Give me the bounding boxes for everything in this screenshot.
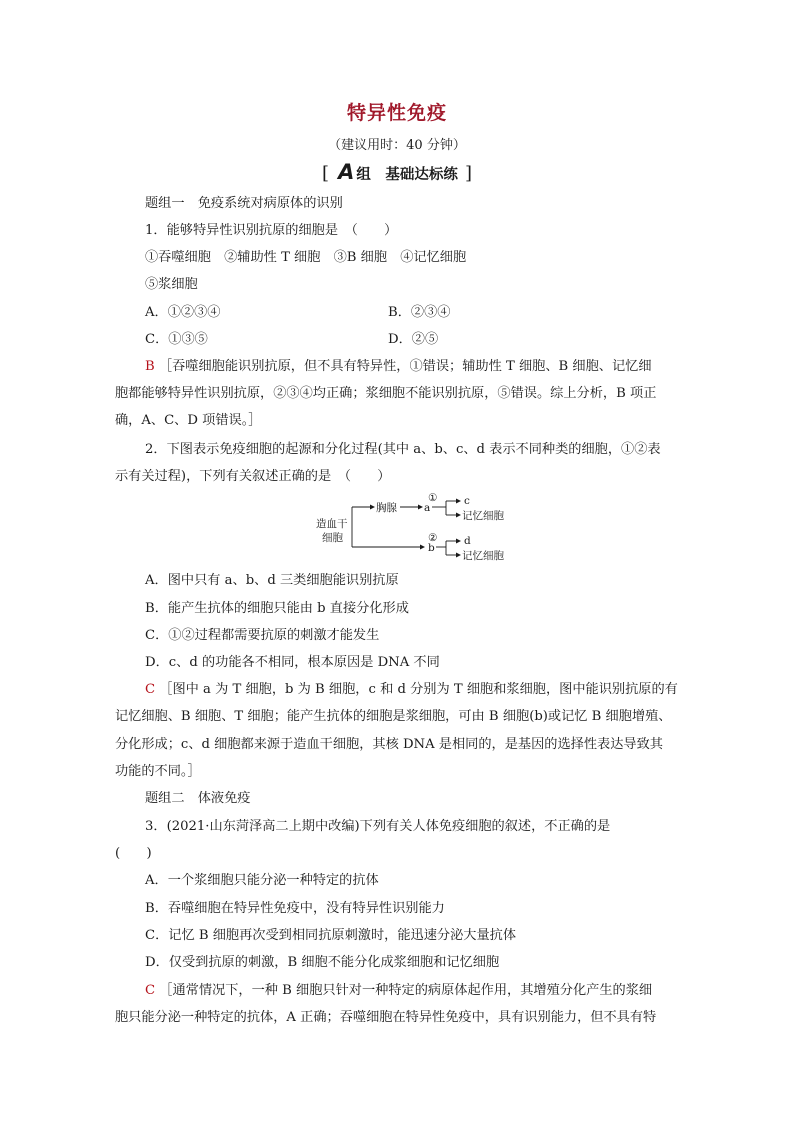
section-heading-1: 题组一 免疫系统对病原体的识别 <box>145 196 343 211</box>
diagram-cell-a: a <box>424 502 431 514</box>
q2-option-d: D．c、d 的功能各不相同，根本原因是 DNA 不同 <box>145 655 440 670</box>
diagram-memory-cell-2: 记忆细胞 <box>462 550 504 562</box>
q1-explanation-line1: B ［吞噬细胞能识别抗原，但不具有特异性，①错误；辅助性 T 细胞、B 细胞、记忆细 <box>145 359 652 374</box>
q1-items-line1: ①吞噬细胞 ②辅助性 T 细胞 ③B 细胞 ④记忆细胞 <box>145 250 467 265</box>
section-heading-2: 题组二 体液免疫 <box>145 791 251 806</box>
q2-stem-line1: 2．下图表示免疫细胞的起源和分化过程(其中 a、b、c、d 表示不同种类的细胞，①②表 <box>145 442 661 457</box>
diagram-process-2: ② <box>428 532 438 544</box>
group-name: 基础达标练 <box>385 166 458 183</box>
group-letter: A <box>338 160 355 184</box>
bracket-right: ] <box>464 163 472 184</box>
diagram-thymus: 胸腺 <box>376 502 397 514</box>
q2-explanation-line1: C ［图中 a 为 T 细胞，b 为 B 细胞，c 和 d 分别为 T 细胞和浆细胞，图中能识别抗原的有 <box>145 682 678 697</box>
q1-stem: 1．能够特异性识别抗原的细胞是 （ ） <box>145 223 398 238</box>
q3-option-b: B．吞噬细胞在特异性免疫中，没有特异性识别能力 <box>145 901 445 916</box>
diagram-source-line1: 造血干 <box>316 518 348 530</box>
bracket-left: [ <box>322 163 330 184</box>
q2-stem-line2: 示有关过程)，下列有关叙述正确的是 （ ） <box>115 469 391 484</box>
q2-option-b: B．能产生抗体的细胞只能由 b 直接分化形成 <box>145 601 409 616</box>
q3-stem-line1: 3．(2021·山东菏泽高二上期中改编)下列有关人体免疫细胞的叙述，不正确的是 <box>145 819 611 834</box>
q1-explanation-line3: 确，A、C、D 项错误。］ <box>115 413 262 428</box>
q3-explanation-line2: 胞只能分泌一种特定的抗体，A 正确；吞噬细胞在特异性免疫中，具有识别能力，但不具有特 <box>115 1010 657 1025</box>
q2-option-a: A．图中只有 a、b、d 三类细胞能识别抗原 <box>145 573 399 588</box>
q1-answer: B <box>145 359 155 374</box>
group-heading <box>0 160 794 184</box>
diagram-cell-d: d <box>464 535 471 547</box>
q3-answer: C <box>145 983 156 998</box>
q1-option-b: B．②③④ <box>388 305 451 320</box>
suggested-time: （建议用时：40 分钟） <box>328 138 466 153</box>
q3-option-c: C．记忆 B 细胞再次受到相同抗原刺激时，能迅速分泌大量抗体 <box>145 928 517 943</box>
diagram-source-line2: 细胞 <box>322 532 343 544</box>
diagram-cell-c: c <box>464 495 470 507</box>
diagram-cell-b: b <box>428 542 435 554</box>
q2-option-c: C．①②过程都需要抗原的刺激才能发生 <box>145 628 380 643</box>
group-suffix: 组 <box>356 166 371 183</box>
q2-explanation-line2: 记忆细胞、B 细胞、T 细胞；能产生抗体的细胞是浆细胞，可由 B 细胞(b)或记忆 B 细胞增殖、 <box>115 709 672 724</box>
q3-explanation-line1: C ［通常情况下，一种 B 细胞只针对一种特定的病原体起作用，其增殖分化产生的浆细 <box>145 983 653 998</box>
q2-answer: C <box>145 682 156 697</box>
page-title: 特异性免疫 <box>346 102 447 124</box>
q2-explanation-line4: 功能的不同。］ <box>115 764 201 779</box>
q1-option-a: A．①②③④ <box>145 305 221 320</box>
cell-differentiation-diagram <box>312 493 532 565</box>
q1-option-d: D．②⑤ <box>388 332 439 347</box>
q3-stem-line2: ( ) <box>115 846 152 861</box>
q3-option-a: A．一个浆细胞只能分泌一种特定的抗体 <box>145 873 379 888</box>
q1-option-c: C．①③⑤ <box>145 332 208 347</box>
diagram-process-1: ① <box>428 493 438 504</box>
q3-option-d: D．仅受到抗原的刺激，B 细胞不能分化成浆细胞和记忆细胞 <box>145 955 500 970</box>
diagram-memory-cell-1: 记忆细胞 <box>462 510 504 522</box>
q1-items-line2: ⑤浆细胞 <box>145 277 198 292</box>
q1-explanation-line2: 胞都能够特异性识别抗原，②③④均正确；浆细胞不能识别抗原，⑤错误。综上分析，B 项正 <box>115 386 657 401</box>
q2-explanation-line3: 分化形成；c、d 细胞都来源于造血干细胞，其核 DNA 是相同的，是基因的选择性表达导致其 <box>115 737 663 752</box>
